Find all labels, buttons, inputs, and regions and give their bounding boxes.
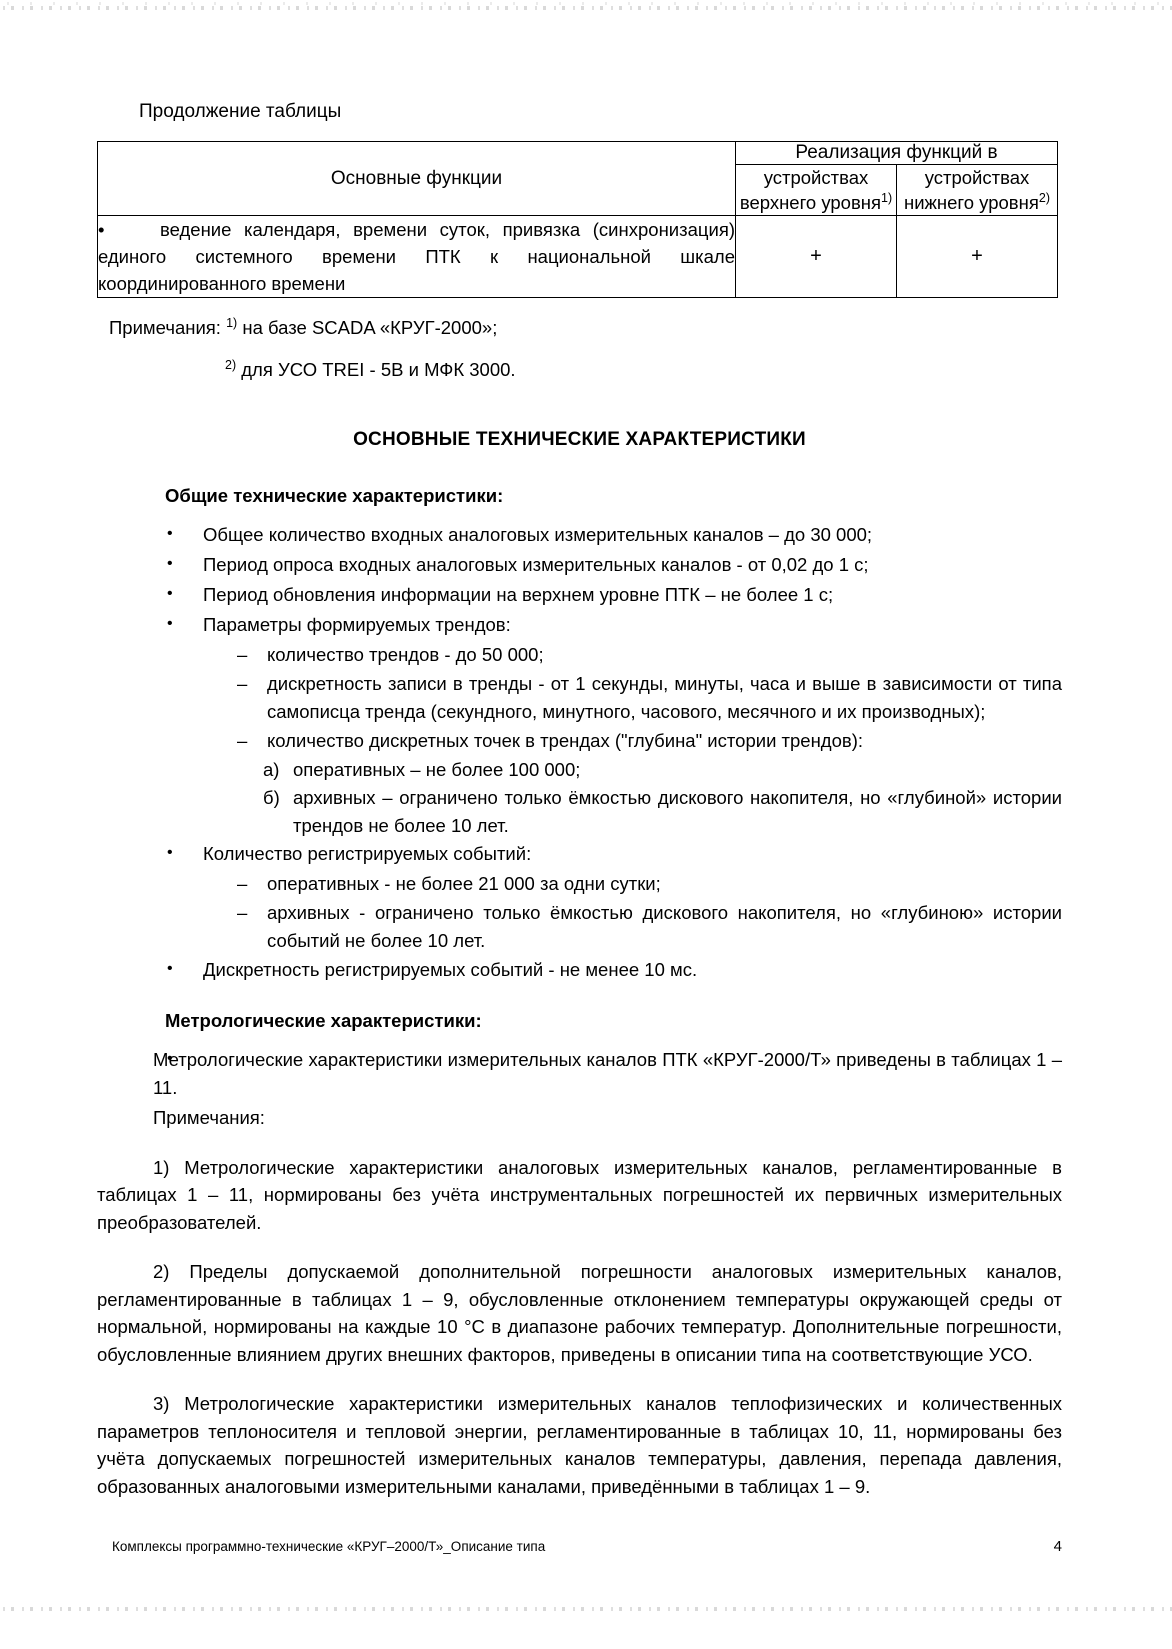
header-functions-column: Основные функции bbox=[98, 142, 736, 216]
row-bullet-icon: • bbox=[98, 219, 105, 240]
page-content bbox=[97, 100, 1062, 1500]
metrological-notes-label: Примечания: bbox=[153, 1107, 265, 1128]
table-notes-label: Примечания: bbox=[109, 317, 221, 338]
trend-depth-text-a: оперативных – не более 100 000; bbox=[293, 759, 581, 780]
list-item: • Количество регистрируемых событий: bbox=[97, 840, 1062, 868]
events-count-list bbox=[97, 840, 1062, 868]
page-footer bbox=[112, 1538, 1062, 1555]
header-lower-level-ref: 2) bbox=[1038, 190, 1050, 205]
trend-depth-letter-a: а) bbox=[263, 759, 280, 780]
list-item: • Метрологические характеристики измерительных каналов ПТК «КРУГ-2000/Т» приведены в таблицах 1 – 11. bbox=[97, 1046, 1062, 1102]
table-head bbox=[98, 142, 1058, 216]
table-note-1-ref: 1) bbox=[226, 315, 238, 330]
row-function-cell bbox=[98, 216, 736, 298]
events-subitems-list bbox=[227, 870, 1062, 955]
list-item: – количество трендов - до 50 000; bbox=[227, 641, 1062, 669]
row-lower-level-mark: + bbox=[897, 216, 1058, 298]
header-implementation-group: Реализация функций в bbox=[736, 142, 1058, 165]
scan-artifact-bottom bbox=[0, 1607, 1172, 1611]
header-upper-level bbox=[736, 165, 897, 216]
metrological-note-3: 3) Метрологические характеристики измерительных каналов теплофизических и количественных параметров теплоносителя и тепловой энергии, регламентированные в таблицах 10, 11, нормированы без учёта допускаемых погрешностей измерительных каналов температуры, давления, перепада давления, образованных аналоговыми измерительными каналами, приведёнными в таблицах 1 – 9. bbox=[97, 1393, 1062, 1497]
list-item: • Дискретность регистрируемых событий - не менее 10 мс. bbox=[97, 956, 1062, 984]
row-function-text: ведение календаря, времени суток, привязка (синхронизация) единого системного времени ПТК к национальной шкале координированного времени bbox=[98, 219, 735, 294]
footer-document-title: Комплексы программно-технические «КРУГ–2000/Т»_Описание типа bbox=[112, 1539, 546, 1554]
metrological-bullet-list bbox=[97, 1046, 1062, 1102]
list-item: • Общее количество входных аналоговых измерительных каналов – до 30 000; bbox=[97, 521, 1062, 549]
list-item: – дискретность записи в тренды - от 1 секунды, минуты, часа и выше в зависимости от типа самописца тренда (секундного, минутного, часового, месячного и их производных); bbox=[227, 670, 1062, 726]
general-characteristics-list bbox=[97, 521, 1062, 639]
table-row bbox=[98, 216, 1058, 298]
table-header-row-group bbox=[98, 142, 1058, 165]
trend-depth-text-b: архивных – ограничено только ёмкостью дискового накопителя, но «глубиной» истории трендов не более 10 лет. bbox=[293, 787, 1062, 836]
events-discreteness-list bbox=[97, 956, 1062, 984]
list-item: • Период опроса входных аналоговых измерительных каналов - от 0,02 до 1 с; bbox=[97, 551, 1062, 579]
functions-table bbox=[97, 141, 1058, 298]
scan-artifact-top bbox=[0, 6, 1172, 10]
trend-depth-item-a bbox=[227, 756, 1062, 784]
trend-parameters-group bbox=[97, 641, 1062, 840]
list-item: – количество дискретных точек в трендах ("глубина" истории трендов): bbox=[227, 727, 1062, 755]
list-item: • Параметры формируемых трендов: bbox=[97, 611, 1062, 639]
list-item: • Период обновления информации на верхнем уровне ПТК – не более 1 с; bbox=[97, 581, 1062, 609]
trend-depth-item-b bbox=[227, 784, 1062, 840]
table-note-2-ref: 2) bbox=[225, 357, 237, 372]
list-item: – архивных - ограничено только ёмкостью дискового накопителя, но «глубиною» истории событий не более 10 лет. bbox=[227, 899, 1062, 955]
trend-depth-letter-b: б) bbox=[263, 787, 280, 808]
scan-artifact-top-secondary bbox=[0, 2, 1172, 5]
page-number: 4 bbox=[1053, 1538, 1062, 1555]
header-lower-level-text: устройствах нижнего уровня bbox=[903, 167, 1039, 213]
header-upper-level-ref: 1) bbox=[881, 190, 893, 205]
table-note-1-text: на базе SCADA «КРУГ-2000»; bbox=[242, 317, 498, 338]
events-subitems-group bbox=[97, 870, 1062, 955]
page-title: ОСНОВНЫЕ ТЕХНИЧЕСКИЕ ХАРАКТЕРИСТИКИ bbox=[353, 429, 806, 450]
table-note-1-line bbox=[97, 314, 1062, 342]
list-item: – оперативных - не более 21 000 за одни сутки; bbox=[227, 870, 1062, 898]
header-upper-level-text: устройствах верхнего уровня bbox=[739, 167, 882, 213]
table-note-2-line bbox=[97, 356, 1062, 384]
table-body bbox=[98, 216, 1058, 298]
trend-parameters-list bbox=[227, 641, 1062, 755]
table-note-2-text: для УСО TREI - 5В и МФК 3000. bbox=[241, 358, 516, 380]
metrological-note-1: 1) Метрологические характеристики аналоговых измерительных каналов, регламентированные в таблицах 1 – 11, нормированы без учёта инструментальных погрешностей их первичных измерительных преобразователей. bbox=[97, 1156, 1062, 1233]
table-caption: Продолжение таблицы bbox=[139, 101, 342, 122]
metrological-note-2: 2) Пределы допускаемой дополнительной погрешности аналоговых измерительных каналов, регламентированные в таблицах 1 – 9, обусловленные отклонением температуры окружающей среды от нормальной, нормированы на каждые 10 °С в диапазоне рабочих температур. Дополнительные погрешности, обусловленные влиянием других внешних факторов, приведены в описании типа на соответствующие УСО. bbox=[97, 1261, 1062, 1365]
row-upper-level-mark: + bbox=[736, 216, 897, 298]
table-notes bbox=[97, 314, 1062, 383]
general-characteristics-title: Общие технические характеристики: bbox=[165, 485, 504, 506]
metrological-characteristics-title: Метрологические характеристики: bbox=[165, 1010, 482, 1031]
header-lower-level bbox=[897, 165, 1058, 216]
